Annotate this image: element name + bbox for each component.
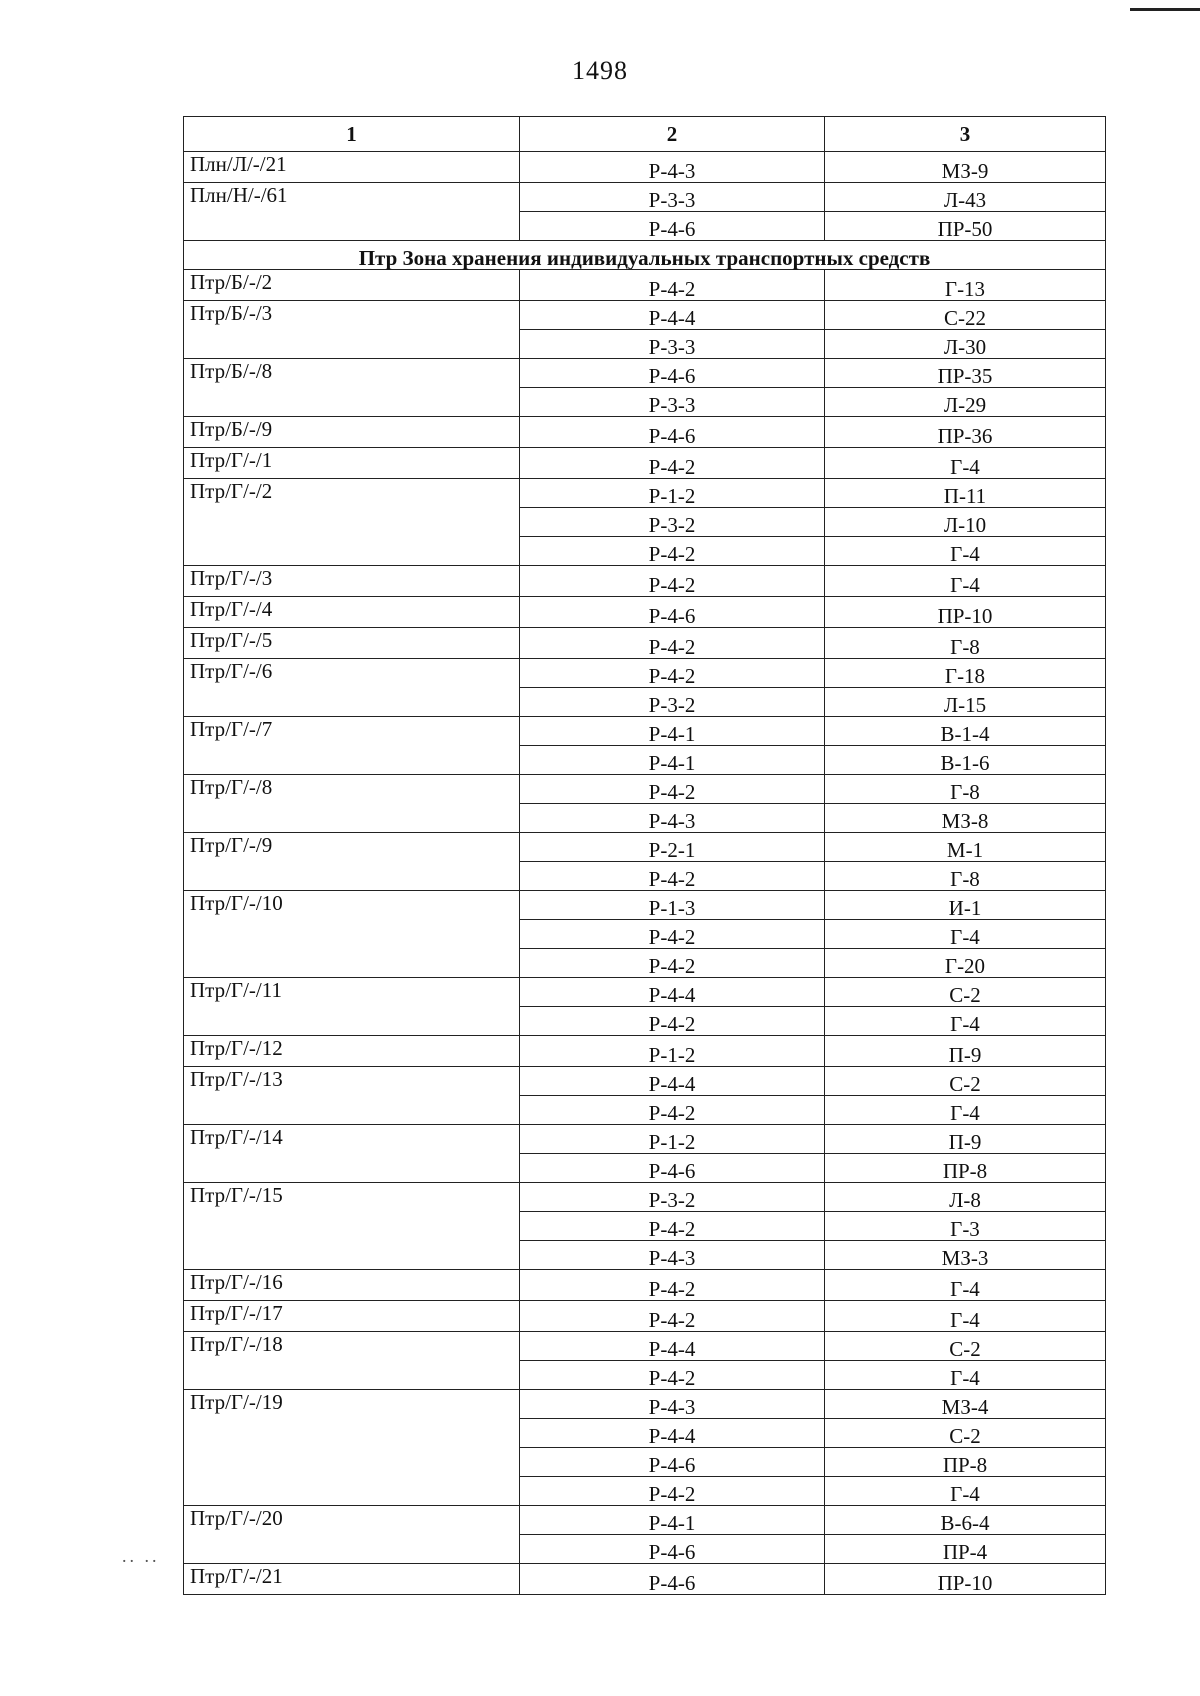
row-code-cell: Птр/Б/-/3 [184, 301, 520, 359]
row-col3-cell: МЗ-3 [825, 1241, 1106, 1270]
corner-scan-mark [1130, 8, 1200, 11]
row-col3-cell: Г-20 [825, 949, 1106, 978]
row-col3-cell: Г-8 [825, 628, 1106, 659]
table-row [184, 717, 1106, 746]
row-code-cell: Птр/Г/-/21 [184, 1564, 520, 1595]
row-col2-cell: Р-3-3 [520, 388, 825, 417]
section-title: Птр Зона хранения индивидуальных транспортных средств [184, 241, 1106, 270]
row-col3-cell: М-1 [825, 833, 1106, 862]
row-code-cell: Птр/Г/-/9 [184, 833, 520, 891]
row-col3-cell: С-22 [825, 301, 1106, 330]
page-number: 1498 [572, 56, 628, 85]
row-col2-cell: Р-4-4 [520, 1332, 825, 1361]
table-row [184, 479, 1106, 508]
row-code-cell: Птр/Г/-/7 [184, 717, 520, 775]
table-row [184, 833, 1106, 862]
row-col2-cell: Р-4-3 [520, 152, 825, 183]
row-col3-cell: П-9 [825, 1125, 1106, 1154]
table-row [184, 566, 1106, 597]
table-row [184, 1036, 1106, 1067]
row-col3-cell: Г-4 [825, 566, 1106, 597]
row-col3-cell: ПР-35 [825, 359, 1106, 388]
row-col2-cell: Р-4-1 [520, 746, 825, 775]
row-col3-cell: МЗ-9 [825, 152, 1106, 183]
row-code-cell: Птр/Г/-/16 [184, 1270, 520, 1301]
row-col2-cell: Р-4-6 [520, 1154, 825, 1183]
row-col2-cell: Р-4-6 [520, 597, 825, 628]
table-row [184, 978, 1106, 1007]
row-col2-cell: Р-4-2 [520, 1301, 825, 1332]
row-code-cell: Птр/Г/-/8 [184, 775, 520, 833]
row-col2-cell: Р-4-2 [520, 448, 825, 479]
row-col3-cell: П-9 [825, 1036, 1106, 1067]
row-col3-cell: ПР-8 [825, 1154, 1106, 1183]
row-col2-cell: Р-1-2 [520, 1125, 825, 1154]
section-row [184, 241, 1106, 270]
table-row [184, 152, 1106, 183]
row-col2-cell: Р-4-1 [520, 1506, 825, 1535]
row-code-cell: Птр/Г/-/3 [184, 566, 520, 597]
row-col2-cell: Р-4-1 [520, 717, 825, 746]
table-row [184, 183, 1106, 212]
row-col2-cell: Р-3-2 [520, 688, 825, 717]
row-col2-cell: Р-3-3 [520, 330, 825, 359]
row-col3-cell: Л-43 [825, 183, 1106, 212]
table-row [184, 1183, 1106, 1212]
table-row [184, 628, 1106, 659]
row-code-cell: Птр/Б/-/2 [184, 270, 520, 301]
row-col2-cell: Р-4-2 [520, 862, 825, 891]
row-col3-cell: Л-29 [825, 388, 1106, 417]
row-col2-cell: Р-4-6 [520, 417, 825, 448]
table-row [184, 1564, 1106, 1595]
table-row [184, 359, 1106, 388]
row-col2-cell: Р-4-2 [520, 1270, 825, 1301]
row-col3-cell: Г-18 [825, 659, 1106, 688]
row-col2-cell: Р-4-6 [520, 1564, 825, 1595]
row-col2-cell: Р-4-6 [520, 212, 825, 241]
row-col2-cell: Р-4-2 [520, 1007, 825, 1036]
column-header-3: 3 [825, 117, 1106, 152]
table-row [184, 1270, 1106, 1301]
row-col2-cell: Р-2-1 [520, 833, 825, 862]
row-col2-cell: Р-4-2 [520, 270, 825, 301]
row-col3-cell: Г-13 [825, 270, 1106, 301]
row-col2-cell: Р-3-3 [520, 183, 825, 212]
row-col2-cell: Р-4-2 [520, 1096, 825, 1125]
row-code-cell: Птр/Г/-/2 [184, 479, 520, 566]
row-code-cell: Птр/Г/-/19 [184, 1390, 520, 1506]
row-code-cell: Птр/Б/-/8 [184, 359, 520, 417]
row-col3-cell: Г-3 [825, 1212, 1106, 1241]
table-row [184, 891, 1106, 920]
row-code-cell: Птр/Г/-/15 [184, 1183, 520, 1270]
row-col3-cell: Г-4 [825, 920, 1106, 949]
row-code-cell: Птр/Г/-/12 [184, 1036, 520, 1067]
row-col3-cell: Г-4 [825, 1096, 1106, 1125]
row-col3-cell: В-1-6 [825, 746, 1106, 775]
table-row [184, 448, 1106, 479]
row-col3-cell: В-1-4 [825, 717, 1106, 746]
table-row [184, 1506, 1106, 1535]
row-col2-cell: Р-4-6 [520, 1535, 825, 1564]
row-col2-cell: Р-4-2 [520, 775, 825, 804]
table-row [184, 597, 1106, 628]
row-col3-cell: МЗ-4 [825, 1390, 1106, 1419]
row-col2-cell: Р-4-2 [520, 949, 825, 978]
row-col3-cell: Л-10 [825, 508, 1106, 537]
row-code-cell: Птр/Б/-/9 [184, 417, 520, 448]
row-col2-cell: Р-4-4 [520, 301, 825, 330]
row-col2-cell: Р-3-2 [520, 508, 825, 537]
row-col3-cell: Г-4 [825, 1477, 1106, 1506]
row-col2-cell: Р-4-2 [520, 1361, 825, 1390]
row-col3-cell: Г-4 [825, 1361, 1106, 1390]
row-col3-cell: И-1 [825, 891, 1106, 920]
row-col3-cell: Г-4 [825, 537, 1106, 566]
row-col2-cell: Р-4-2 [520, 628, 825, 659]
row-code-cell: Плн/Л/-/21 [184, 152, 520, 183]
row-col3-cell: С-2 [825, 1067, 1106, 1096]
row-col2-cell: Р-4-6 [520, 1448, 825, 1477]
row-col2-cell: Р-1-3 [520, 891, 825, 920]
row-col3-cell: С-2 [825, 1419, 1106, 1448]
row-code-cell: Птр/Г/-/6 [184, 659, 520, 717]
data-table [183, 116, 1106, 1595]
row-col2-cell: Р-1-2 [520, 479, 825, 508]
row-code-cell: Птр/Г/-/4 [184, 597, 520, 628]
row-col3-cell: В-6-4 [825, 1506, 1106, 1535]
table-row [184, 659, 1106, 688]
column-header-2: 2 [520, 117, 825, 152]
row-code-cell: Птр/Г/-/17 [184, 1301, 520, 1332]
table-row [184, 775, 1106, 804]
row-col2-cell: Р-4-2 [520, 566, 825, 597]
row-col2-cell: Р-4-3 [520, 1241, 825, 1270]
row-col3-cell: Г-4 [825, 1007, 1106, 1036]
row-col2-cell: Р-4-2 [520, 537, 825, 566]
row-code-cell: Птр/Г/-/18 [184, 1332, 520, 1390]
row-col2-cell: Р-4-6 [520, 359, 825, 388]
table-row [184, 270, 1106, 301]
row-col3-cell: Г-4 [825, 1270, 1106, 1301]
row-col2-cell: Р-4-2 [520, 659, 825, 688]
row-code-cell: Птр/Г/-/1 [184, 448, 520, 479]
row-col2-cell: Р-1-2 [520, 1036, 825, 1067]
row-col2-cell: Р-4-4 [520, 1419, 825, 1448]
row-col2-cell: Р-4-2 [520, 920, 825, 949]
row-col3-cell: Г-8 [825, 775, 1106, 804]
table-row [184, 301, 1106, 330]
row-code-cell: Птр/Г/-/11 [184, 978, 520, 1036]
row-col3-cell: Л-8 [825, 1183, 1106, 1212]
row-col2-cell: Р-3-2 [520, 1183, 825, 1212]
row-col3-cell: МЗ-8 [825, 804, 1106, 833]
table-row [184, 1332, 1106, 1361]
row-code-cell: Плн/Н/-/61 [184, 183, 520, 241]
row-code-cell: Птр/Г/-/20 [184, 1506, 520, 1564]
row-code-cell: Птр/Г/-/5 [184, 628, 520, 659]
row-col3-cell: Г-8 [825, 862, 1106, 891]
row-col2-cell: Р-4-4 [520, 978, 825, 1007]
table-body [184, 117, 1106, 1595]
row-code-cell: Птр/Г/-/14 [184, 1125, 520, 1183]
row-code-cell: Птр/Г/-/13 [184, 1067, 520, 1125]
row-col3-cell: С-2 [825, 978, 1106, 1007]
column-header-1: 1 [184, 117, 520, 152]
row-col3-cell: С-2 [825, 1332, 1106, 1361]
row-col3-cell: ПР-10 [825, 1564, 1106, 1595]
row-col3-cell: ПР-10 [825, 597, 1106, 628]
table-row [184, 1067, 1106, 1096]
margin-marks: .. .. [122, 1546, 160, 1566]
table-row [184, 1125, 1106, 1154]
table-row [184, 1390, 1106, 1419]
row-col3-cell: ПР-36 [825, 417, 1106, 448]
row-col2-cell: Р-4-4 [520, 1067, 825, 1096]
table-row [184, 417, 1106, 448]
row-col3-cell: ПР-4 [825, 1535, 1106, 1564]
row-col3-cell: Л-15 [825, 688, 1106, 717]
row-col3-cell: Г-4 [825, 448, 1106, 479]
row-col2-cell: Р-4-3 [520, 804, 825, 833]
row-col3-cell: Л-30 [825, 330, 1106, 359]
row-col2-cell: Р-4-2 [520, 1477, 825, 1506]
table-header-row [184, 117, 1106, 152]
row-col3-cell: Г-4 [825, 1301, 1106, 1332]
row-col2-cell: Р-4-3 [520, 1390, 825, 1419]
row-col3-cell: ПР-50 [825, 212, 1106, 241]
row-col3-cell: П-11 [825, 479, 1106, 508]
row-col2-cell: Р-4-2 [520, 1212, 825, 1241]
table-row [184, 1301, 1106, 1332]
row-code-cell: Птр/Г/-/10 [184, 891, 520, 978]
row-col3-cell: ПР-8 [825, 1448, 1106, 1477]
